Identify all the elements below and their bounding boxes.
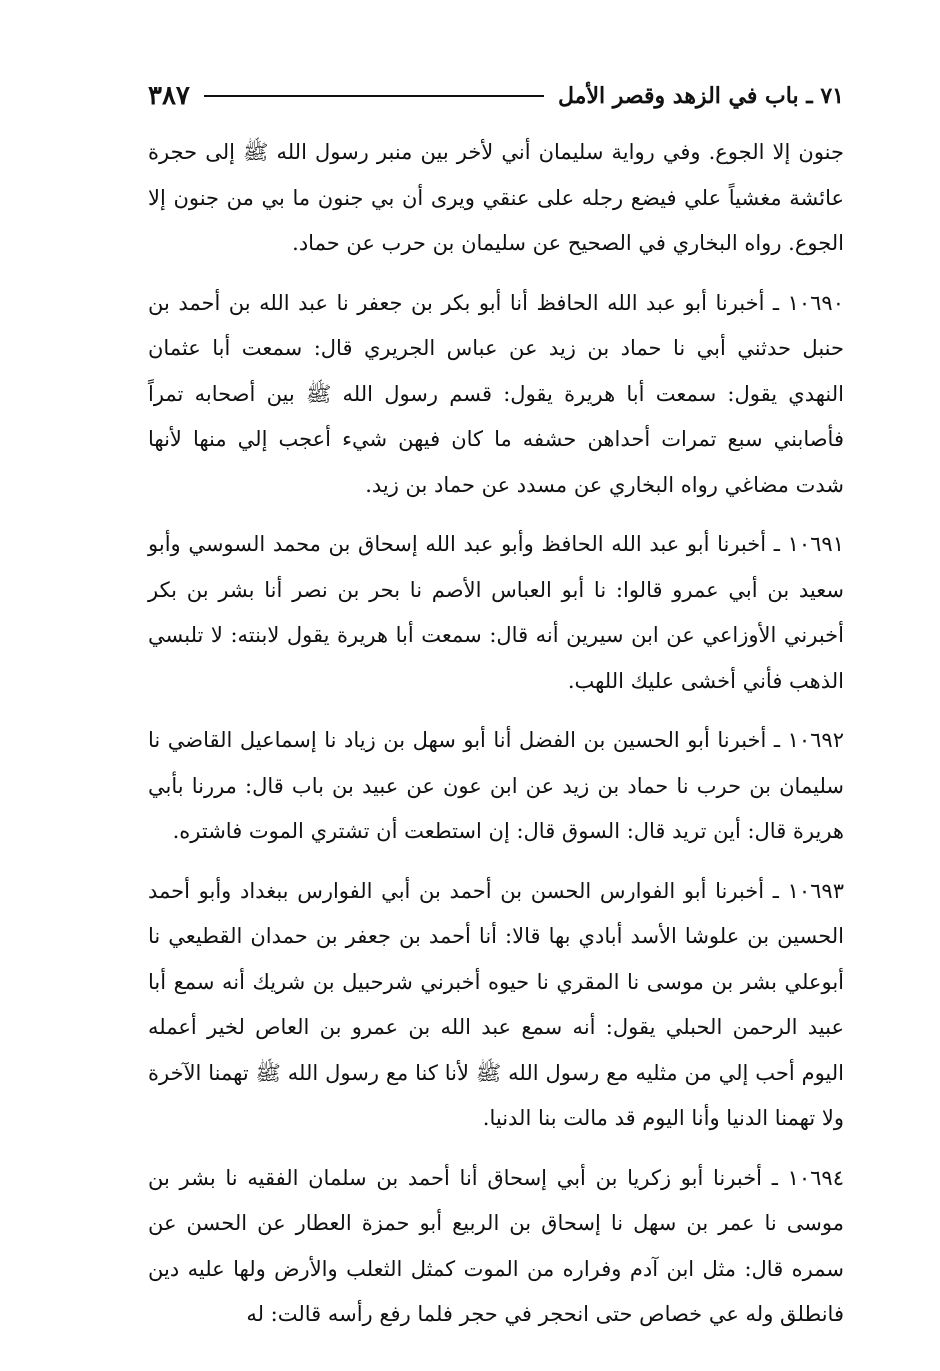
paragraph-text: ـ أخبرنا أبو عبد الله الحافظ أنا أبو بكر بن جعفر نا عبد الله بن أحمد بن حنبل حدثني أبي نا حماد بن زيد عن عباس الجريري قال: سمعت أبا عثمان النهدي يقول: سمعت أبا هريرة يقول: قسم رسول الله ﷺ بين أصحابه تمراً فأصابني سبع تمرات أحداهن حشفه ما كان فيهن شيء أعجب إلي منها لأنها شدت مضاغي رواه البخاري عن مسدد عن حماد بن زيد.	[148, 290, 844, 497]
page-number: ٣٨٧	[148, 81, 190, 111]
hadith-number: ١٠٦٩٠	[787, 290, 844, 315]
hadith-paragraph	[148, 718, 844, 855]
hadith-paragraph	[148, 1156, 844, 1338]
hadith-paragraph	[148, 869, 844, 1142]
body-text	[148, 130, 844, 1338]
paragraph-text: ـ أخبرنا أبو الحسين بن الفضل أنا أبو سهل بن زياد نا إسماعيل القاضي نا سليمان بن حرب نا حماد بن زيد عن ابن عون عن عبيد بن باب قال: مررنا بأبي هريرة قال: أين تريد قال: السوق قال: إن استطعت أن تشتري الموت فاشتره.	[148, 728, 844, 843]
hadith-number: ١٠٦٩٢	[787, 728, 844, 752]
paragraph-text: ـ أخبرنا أبو الفوارس الحسن بن أحمد بن أبي الفوارس ببغداد وأبو أحمد الحسين بن علوشا الأسد أبادي بها قالا: أنا أحمد بن جعفر بن حمدان القطيعي نا أبوعلي بشر بن موسى نا المقري نا حيوه أخبرني شرحبيل بن شريك أنه سمع أبا عبيد الرحمن الحبلي يقول: أنه سمع عبد الله بن عمرو بن العاص لخير أعمله اليوم أحب إلي من مثليه مع رسول الله ﷺ لأنا كنا مع رسول الله ﷺ تهمنا الآخرة ولا تهمنا الدنيا وأنا اليوم قد مالت بنا الدنيا.	[148, 878, 844, 1130]
hadith-paragraph	[148, 281, 844, 509]
hadith-number: ١٠٦٩٣	[787, 878, 844, 903]
paragraph-continuation	[148, 130, 844, 267]
header-rule	[204, 95, 544, 97]
paragraph-text: ـ أخبرنا أبو عبد الله الحافظ وأبو عبد الله إسحاق بن محمد السوسي وأبو سعيد بن أبي عمرو قالوا: نا أبو العباس الأصم نا بحر بن نصر أنا بشر بن بكر أخبرني الأوزاعي عن ابن سيرين أنه قال: سمعت أبا هريرة يقول لابنته: لا تلبسي الذهب فأني أخشى عليك اللهب.	[148, 532, 844, 693]
chapter-title: ٧١ ـ باب في الزهد وقصر الأمل	[558, 83, 844, 109]
paragraph-text: ـ أخبرنا أبو زكريا بن أبي إسحاق أنا أحمد بن سلمان الفقيه نا بشر بن موسى نا عمر بن سهل نا إسحاق بن الربيع أبو حمزة العطار عن الحسن عن سمره قال: مثل ابن آدم وفراره من الموت كمثل الثعلب والأرض ولها عليه دين فانطلق وله عي خصاص حتى انحجر في حجر فلما رفع رأسه قالت: له	[148, 1165, 844, 1326]
running-header	[148, 78, 844, 114]
hadith-number: ١٠٦٩١	[787, 532, 844, 556]
hadith-number: ١٠٦٩٤	[787, 1165, 844, 1190]
paragraph-text: جنون إلا الجوع. وفي رواية سليمان أني لأخر بين منبر رسول الله ﷺ إلى حجرة عائشة مغشياً علي فيضع رجله على عنقي ويرى أن بي جنون ما بي من جنون إلا الجوع. رواه البخاري في الصحيح عن سليمان بن حرب عن حماد.	[148, 140, 844, 255]
hadith-paragraph	[148, 522, 844, 704]
